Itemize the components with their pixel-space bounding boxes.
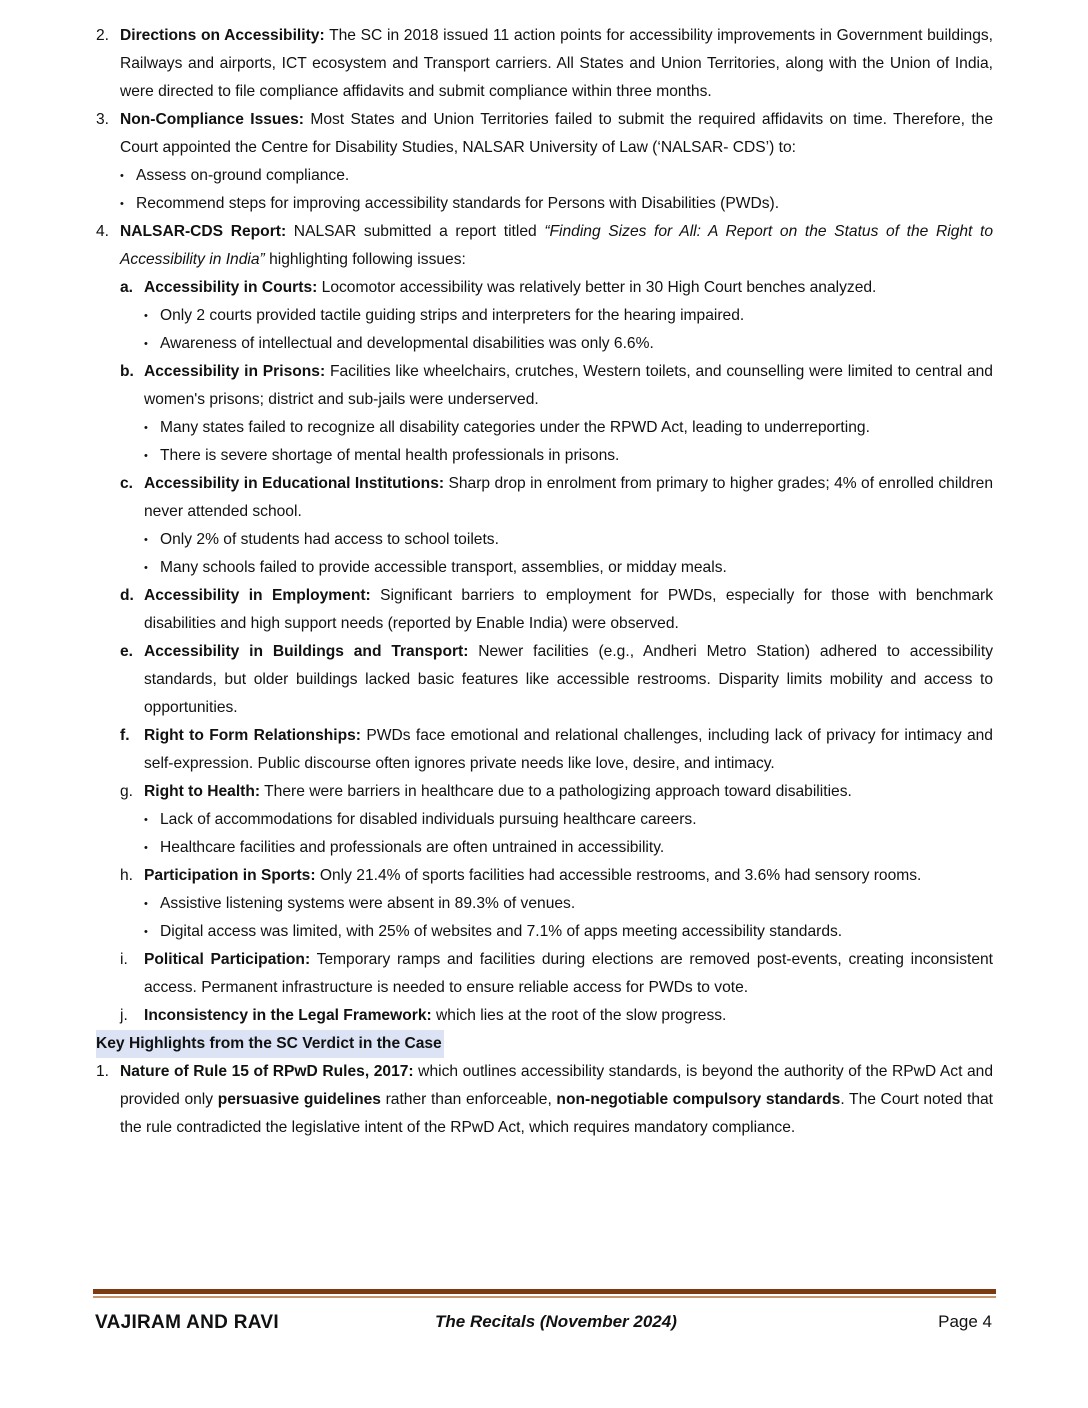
body-text: Temporary ramps and facilities during elections are removed post-events, creating inconsistent access. Permanent infrastructure is needed to ensure reliable access for PWDs to vote. (144, 951, 993, 996)
body-text: Lack of accommodations for disabled individuals pursuing healthcare careers. (160, 811, 697, 828)
bold-text: NALSAR-CDS Report: (120, 223, 287, 240)
body-text: highlighting following issues: (264, 251, 466, 268)
bold-text: Accessibility in Courts: (144, 279, 318, 296)
bullet-icon: • (120, 198, 124, 210)
bold-text: Non-Compliance Issues: (120, 111, 304, 128)
bullet-item (96, 834, 993, 862)
body-text: Recommend steps for improving accessibility standards for Persons with Disabilities (PWDs). (136, 195, 780, 212)
list-item (96, 22, 993, 106)
body-text: Many schools failed to provide accessible transport, assemblies, or midday meals. (160, 559, 727, 576)
body-text: Only 2 courts provided tactile guiding strips and interpreters for the hearing impaired. (160, 307, 745, 324)
bullet-item (96, 890, 993, 918)
body-text: The SC in 2018 issued 11 action points for accessibility improvements in Government buildings, Railways and airports, ICT ecosystem and Transport carriers. All States and Union Territories, along with the Union of India, were directed to file compliance affidavits and submit compliance within three months. (120, 27, 994, 100)
body-text: NALSAR submitted a report titled (286, 223, 545, 240)
list-marker: i. (120, 951, 128, 968)
list-item (96, 106, 993, 162)
list-item (96, 862, 993, 890)
body-text: Digital access was limited, with 25% of websites and 7.1% of apps meeting accessibility standards. (160, 923, 843, 940)
bullet-icon: • (144, 534, 148, 546)
bold-text: Accessibility in Employment: (144, 587, 371, 604)
bold-text: Accessibility in Prisons: (144, 363, 326, 380)
body-text: There were barriers in healthcare due to a pathologizing approach toward disabilities. (260, 783, 852, 800)
body-text: Awareness of intellectual and developmental disabilities was only 6.6%. (160, 335, 654, 352)
list-item (96, 722, 993, 778)
body-text: Locomotor accessibility was relatively better in 30 High Court benches analyzed. (317, 279, 877, 296)
body-text: Significant barriers to employment for PWDs, especially for those with benchmark disabilities and high support needs (reported by Enable India) were observed. (144, 587, 994, 632)
bullet-item (96, 806, 993, 834)
bullet-icon: • (144, 926, 148, 938)
bullet-item (96, 162, 993, 190)
page-number: Page 4 (938, 1312, 992, 1331)
bullet-item (96, 918, 993, 946)
list-item (96, 470, 993, 526)
footer-brand: VAJIRAM AND RAVI (95, 1312, 279, 1333)
body-text: Only 2% of students had access to school toilets. (160, 531, 499, 548)
section-heading-text: Key Highlights from the SC Verdict in the Case (96, 1030, 444, 1058)
bullet-icon: • (144, 422, 148, 434)
bold-text: Political Participation: (144, 951, 311, 968)
body-text: Many states failed to recognize all disability categories under the RPWD Act, leading to underreporting. (160, 419, 870, 436)
list-marker: 1. (96, 1063, 110, 1080)
bullet-item (96, 442, 993, 470)
list-item (96, 274, 993, 302)
list-marker: g. (120, 783, 134, 800)
body-text: Assistive listening systems were absent in 89.3% of venues. (160, 895, 576, 912)
bullet-icon: • (144, 338, 148, 350)
list-item (96, 1002, 993, 1030)
list-item (96, 946, 993, 1002)
bold-text: Inconsistency in the Legal Framework: (144, 1007, 432, 1024)
bold-text: Right to Form Relationships: (144, 727, 361, 744)
list-marker: a. (120, 279, 134, 296)
list-marker: d. (120, 587, 134, 604)
footer-rule (93, 1289, 996, 1294)
list-marker: e. (120, 643, 134, 660)
bold-text: Participation in Sports: (144, 867, 316, 884)
list-marker: 2. (96, 27, 110, 44)
list-item (96, 638, 993, 722)
bold-text: Accessibility in Buildings and Transport: (144, 643, 469, 660)
bullet-icon: • (144, 562, 148, 574)
bullet-icon: • (144, 310, 148, 322)
body-text: Facilities like wheelchairs, crutches, Western toilets, and counselling were limited to central and women's prisons; district and sub-jails were underserved. (144, 363, 993, 408)
list-marker: h. (120, 867, 134, 884)
bullet-item (96, 302, 993, 330)
bold-text: non-negotiable compulsory standards (556, 1091, 841, 1108)
bullet-item (96, 554, 993, 582)
bullet-icon: • (120, 170, 124, 182)
italic-text: “Finding Sizes for All: A Report on the Status of the Right to Accessibility in India” (120, 223, 994, 268)
bold-text: persuasive guidelines (217, 1091, 381, 1108)
list-item (96, 1058, 993, 1142)
bullet-item (96, 414, 993, 442)
list-item (96, 358, 993, 414)
footer-publication: The Recitals (November 2024) (435, 1312, 677, 1331)
list-marker: c. (120, 475, 134, 492)
bold-text: Directions on Accessibility: (120, 27, 325, 44)
list-item (96, 778, 993, 806)
body-text: There is severe shortage of mental health professionals in prisons. (160, 447, 620, 464)
page-footer (93, 1289, 996, 1338)
body-text: Sharp drop in enrolment from primary to higher grades; 4% of enrolled children never attended school. (144, 475, 993, 520)
document-body (96, 22, 993, 1142)
body-text: PWDs face emotional and relational challenges, including lack of privacy for intimacy and self-expression. Public discourse often ignores private needs like love, desire, and intimacy. (144, 727, 993, 772)
body-text: Only 21.4% of sports facilities had accessible restrooms, and 3.6% had sensory rooms. (315, 867, 922, 884)
bullet-item (96, 526, 993, 554)
list-marker: j. (120, 1007, 128, 1024)
body-text: Healthcare facilities and professionals are often untrained in accessibility. (160, 839, 665, 856)
bullet-icon: • (144, 898, 148, 910)
list-marker: 4. (96, 223, 110, 240)
bold-text: Nature of Rule 15 of RPwD Rules, 2017: (120, 1063, 414, 1080)
list-item (96, 582, 993, 638)
bullet-icon: • (144, 842, 148, 854)
body-text: Assess on-ground compliance. (136, 167, 350, 184)
list-marker: b. (120, 363, 134, 380)
section-heading (96, 1030, 993, 1058)
bullet-item (96, 330, 993, 358)
body-text: which outlines accessibility standards, is beyond the authority of the RPwD Act and provided only (120, 1063, 993, 1108)
body-text: Newer facilities (e.g., Andheri Metro Station) adhered to accessibility standards, but older buildings lacked basic features like accessible restrooms. Disparity limits mobility and access to opportunities. (144, 643, 993, 716)
bullet-item (96, 190, 993, 218)
list-marker: f. (120, 727, 130, 744)
bold-text: Accessibility in Educational Institutions: (144, 475, 445, 492)
body-text: Most States and Union Territories failed to submit the required affidavits on time. Therefore, the Court appointed the Centre for Disability Studies, NALSAR University of Law (‘NALSAR- CDS’) to: (120, 111, 993, 156)
bold-text: Right to Health: (144, 783, 261, 800)
list-marker: 3. (96, 111, 110, 128)
body-text: which lies at the root of the slow progress. (431, 1007, 727, 1024)
bullet-icon: • (144, 814, 148, 826)
body-text: rather than enforceable, (380, 1091, 557, 1108)
body-text: . The Court noted that the rule contradicted the legislative intent of the RPwD Act, which requires mandatory compliance. (120, 1091, 993, 1136)
list-item (96, 218, 993, 274)
bullet-icon: • (144, 450, 148, 462)
